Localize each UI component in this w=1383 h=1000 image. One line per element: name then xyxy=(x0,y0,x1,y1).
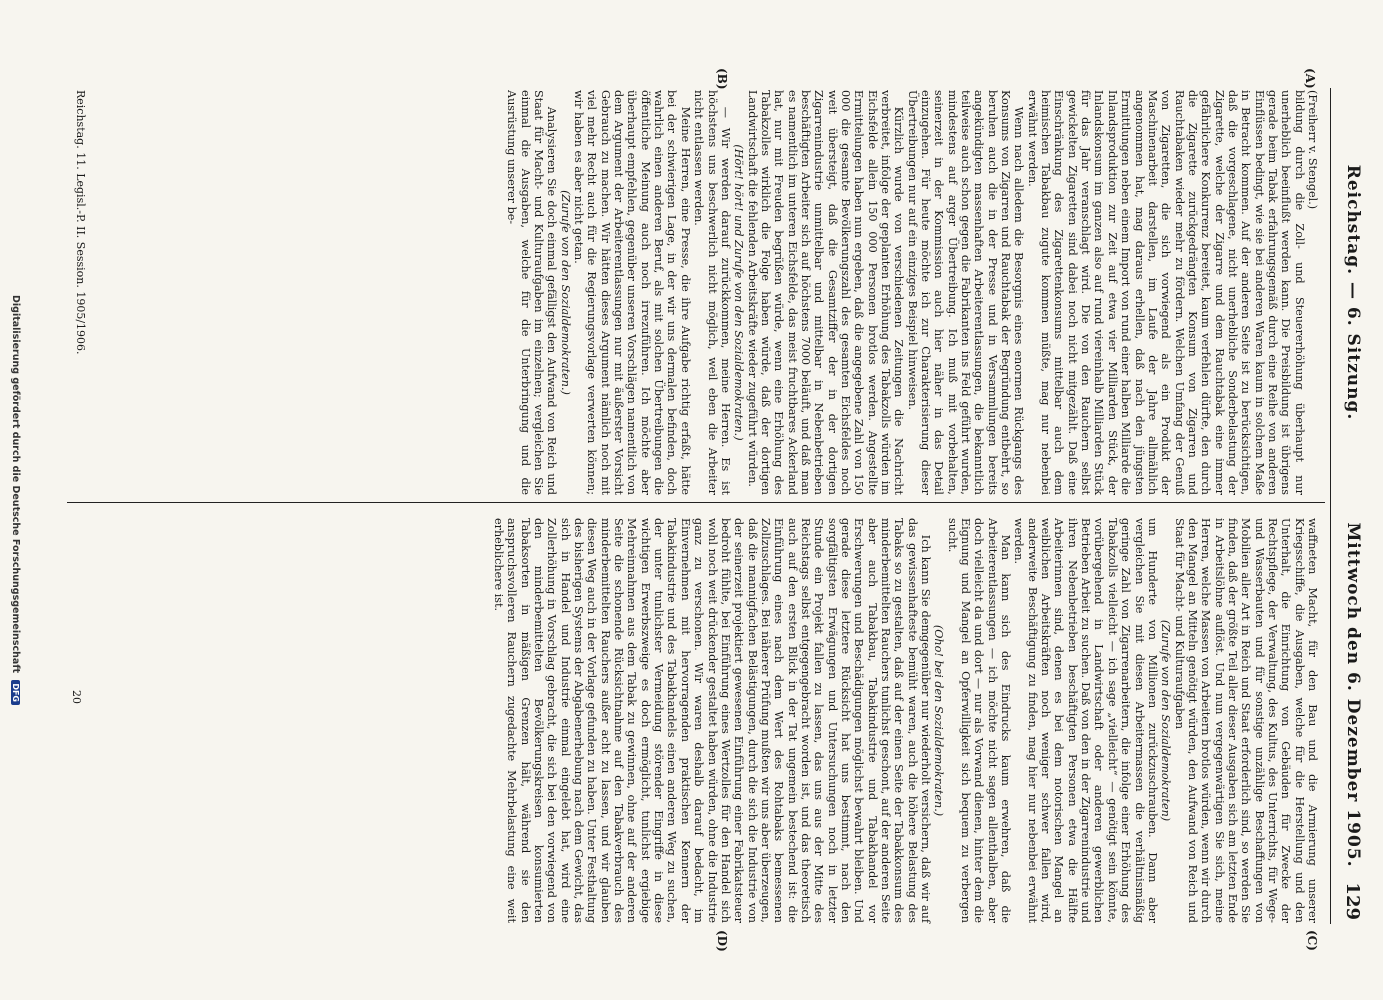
margin-marker-b: (B) xyxy=(715,68,729,90)
paragraph: — Wir werden darauf zurückkommen, meine Herren. Es ist höchstens uns beschwerlich nicht möglich, weil eben die Arbeiter nicht entlassen werden. xyxy=(692,90,732,495)
column-divider xyxy=(67,502,1325,503)
interjection: (Zurufe von den Sozialdemokraten) xyxy=(1159,619,1173,822)
paragraph: bildung durch die Zoll- und Steuererhöhung überhaupt nur unerheblich beeinflußt werden kann. Die Preisbildung ist übrigens gerade beim Tabak erfahrungsgemäß durch eine Reihe von anderen Einflüssen bedingt, wie sie bei anderen Waren kaum in solchem Maße in Betracht kommen. Auf der anderen Seite ist zu berücksichtigen, daß die vorgeschlagene, nicht unerhebliche Sonderbelastung der Zigarette, welche der Zigarre und dem Rauchtabak eine immer gefährlichere Konkurrenz bereitet, kaum verfehlen dürfte, den durch die Zigarette zurückgedrängten Konsum von Zigarren und Rauchtabaken wieder mehr zu fördern. Welchen Umfang der Genuß von Zigaretten, die sich vorwiegend als ein Produkt der Maschinenarbeit darstellen, im Laufe der Jahre allmählich angenommen hat, mag daraus erhellen, daß nach den jüngsten Ermittlungen neben einem Import von rund einer halben Milliarde die Inlandsproduktion zur Zeit auf etwa vier Milliarden Stück, der Inlandskonsum im ganzen also auf rund viereinhalb Milliarden Stück für das Jahr veranschlagt wird. Die von den Rauchern selbst gewickelten Zigaretten sind dabei noch nicht mitgezählt. Daß eine Einschränkung des Zigarettenkonsums mittelbar auch dem heimischen Tabakbau zugute kommen müßte, mag nur nebenbei erwähnt werden. xyxy=(1025,90,1306,495)
watermark-text: Digitalisierung gefördert durch die Deutsche Forschungsgemeinschaft xyxy=(10,295,21,673)
sheet-number: 20 xyxy=(70,690,83,704)
running-title-left: Reichstag. — 6. Sitzung. xyxy=(1343,164,1363,421)
speaker-label: (Freiherr v. Stengel.) xyxy=(1306,90,1319,210)
running-title-right: Mittwoch den 6. Dezember 1905. xyxy=(1343,522,1363,868)
digitization-watermark xyxy=(10,0,21,1000)
margin-marker-d: (D) xyxy=(715,930,729,952)
margin-marker-a: (A) xyxy=(1303,68,1317,89)
right-column xyxy=(492,518,1319,923)
footer-source: Reichstag. 11. Legisl.-P. II. Session. 1905/1906. xyxy=(74,90,87,355)
paragraph: Man kann sich des Eindrucks kaum erwehren, daß die Arbeiterentlassungen — ich möchte nicht sagen allenthalben, aber doch vielleicht da und dort — nur als Vorwand dienen, hinter dem die Eignung und Mangel an Opferwilligkeit sich bequem zu verbergen sucht. xyxy=(945,518,1013,923)
paragraph: Wenn nach alledem die Besorgnis eines enormen Rückgangs des Konsums von Zigarren und Rauchtabak der Begründung entbehrt, so beruhen auch die in der Presse und in Versammlungen bereits angekündigten massenhaften Arbeiterentlassungen, die bekanntlich teilweise auch schon gegen die Fabrikanten ins Feld geführt wurden, mindestens auf arger Übertreibung. Ich muß mit vorbehalten, seinerzeit in der Kommission auch hier näher in das Detail einzugehen. Für heute möchte ich zur Charakterisierung dieser Übertreibungen nur auf ein einziges Beispiel hinweisen. xyxy=(905,90,1026,495)
interjection: (Zurufe von den Sozialdemokraten.) xyxy=(558,190,572,395)
paragraph: waffneten Macht, für den Bau und die Armierung unserer Kriegsschiffe, die Ausgaben, welche für die Herstellung und den Unterhalt, die Einrichtung von Gebäuden für Zwecke der Rechtspflege, der Verwaltung, des Kultus, des Unterrichts, für Wege- und Wasserbauten und für sonstige unzählige Beschaffungen von Mobilien aller Art in Reich und Staat erforderlich sind, so werden Sie finden, daß der größte Teil aller dieser Ausgaben sich am letzten Ende in Arbeitslöhne auflöst. Und nun vergegenwärtigen Sie sich, meine Herren, welche Massen von Arbeitern brotlos würden, wenn wir durch den Mangel an Mitteln genötigt würden, den Aufwand von Reich und Staat für Macht- und Kulturaufgaben xyxy=(1172,518,1319,923)
paragraph: Meine Herren, eine Presse, die ihre Aufgabe richtig erfaßt, hätte bei der schwierigen Lage, in der wir uns dermalen befinden, doch wahrlich einen anderen Beruf, als mit solchen Übertreibungen die öffentliche Meinung auch noch irrezuführen. Ich möchte aber überhaupt empfehlen, gegenüber unseren Vorschlägen namentlich von dem Argument der Arbeiterentlassungen nur mit äußerster Vorsicht Gebrauch zu machen. Wir hätten dieses Argument nämlich noch mit viel mehr Recht auch für die Regierungsvorlage verwerten können; wir haben es aber nicht getan. xyxy=(572,90,692,495)
margin-marker-c: (C) xyxy=(1305,930,1319,951)
dfg-logo: DFG xyxy=(11,680,20,705)
interjection: (Oho! bei den Sozialdemokraten.) xyxy=(932,624,946,817)
paragraph: um Hunderte von Millionen zurückzuschrauben. Dann aber vergleichen Sie mit diesen Arbeitermassen die verhältnismäßig geringe Zahl von Zigarrenarbeitern, die infolge einer Erhöhung des Tabakzolls vielleicht — ich sage „vielleicht“ — genötigt sein könnte, vorübergehend in Landwirtschaft oder anderen gewerblichen Betrieben Arbeit zu suchen. Daß von den in der Zigarrenindustrie und ihren Nebenbetrieben beschäftigten Personen etwa die Hälfte Arbeiterinnen sind, denen es bei dem notorischen Mangel an weiblichen Arbeitskräften noch weniger schwer fallen wird, anderweite Beschäftigung zu finden, mag hier nur nebenbei erwähnt werden. xyxy=(1012,518,1159,923)
header-rule xyxy=(1330,88,1331,924)
interjection: (Hört! hört! und Zurufe von den Sozialdemokraten.) xyxy=(732,144,746,441)
running-head xyxy=(1335,90,1363,920)
footer-source-line xyxy=(74,90,87,495)
paragraph: Analysieren Sie doch einmal gefälligst den Aufwand von Reich und Staat für Macht- und Kulturaufgaben im einzelnen; vergleichen Sie einmal die Ausgaben, welche für die Unterbringung und die Ausrüstung unserer be- xyxy=(505,90,559,495)
left-column xyxy=(505,90,1319,495)
paragraph: Ich kann Sie demgegenüber nur wiederholt versichern, daß wir auf das gewissenhafteste bemüht waren, auch die höhere Belastung des Tabaks so zu gestalten, daß auf der einen Seite der Tabakkonsum des minderbemittelten Rauchers tunlichst geschont, auf der anderen Seite aber auch Tabakbau, Tabakindustrie und Tabakhandel vor Erschwerungen und Beschädigungen möglichst bewahrt bleiben. Und gerade diese letztere Rücksicht hat uns bestimmt, nach den sorgfältigsten Erwägungen und Untersuchungen noch in letzter Stunde ein Projekt fallen zu lassen, das uns aus der Mitte des Reichstags selbst entgegengebracht worden ist, und das theoretisch auch auf den ersten Blick in der Tat ungemein bestechend ist: die Einführung eines nach dem Wert des Rohtabaks bemessenen Zollzuschlages. Bei näherer Prüfung mußten wir uns aber überzeugen, daß die mannigfachen Belästigungen, durch die sich die Industrie von der seinerzeit projektiert gewesenen Einführung einer Fabrikatsteuer bedroht fühlte, bei Einführung eines Wertzolles für den Handel sich wohl noch weit drückender gestaltet haben würden, ohne die Industrie ganz zu verschonen. Wir waren deshalb darauf bedacht, im Einvernehmen mit hervorragenden praktischen Kennern der Tabakindustrie und des Tabakhandels einen anderen Weg zu suchen, der unter tunlichster Vermeidung störender Eingriffe in diese wichtigen Erwerbszweige es doch ermöglicht, tunlichst ergiebige Mehreinnahmen aus dem Tabak zu gewinnen, ohne auf der anderen Seite die schonende Rücksichtnahme auf den Tabakverbrauch des minderbemittelten Rauchers außer acht zu lassen, und wir glauben diesen Weg auch in der Vorlage gefunden zu haben. Unter Festhaltung des bisherigen Systems der Abgabenerhebung nach dem Gewicht, das sich in Handel und Industrie einmal eingelebt hat, wird eine Zollerhöhung in Vorschlag gebracht, die sich bei den vorwiegend von den minderbemittelten Bevölkerungskreisen konsumierten Tabaksorten in mäßigen Grenzen hält, während sie den anspruchsvolleren Rauchern zugedachte Mehrbelastung eine weit erheblichere ist. xyxy=(492,518,933,923)
page-number: 129 xyxy=(1342,882,1363,920)
paragraph: Kürzlich wurde von verschiedenen Zeitungen die Nachricht verbreitet, infolge der geplanten Erhöhung des Tabakzolls würden im Eichsfelde allein 150 000 Personen brotlos werden. Angestellte Ermittelungen haben nun ergeben, daß die angegebene Zahl von 150 000 die gesamte Bevölkerungszahl des gesamten Eichsfeldes noch weit übersteigt, daß die Gesamtziffer der in der dortigen Zigarrenindustrie unmittelbar und mittelbar in Nebenbetrieben beschäftigten Arbeiter sich auf höchstens 7000 beläuft, und daß man es namentlich im unteren Eichsfelde, das meist fruchtbares Ackerland hat, nur mit Freuden begrüßen würde, wenn eine Erhöhung des Tabakzolles wirklich die Folge haben würde, daß der dortigen Landwirtschaft die fehlenden Arbeitskräfte wieder zugeführt würden. xyxy=(745,90,906,495)
